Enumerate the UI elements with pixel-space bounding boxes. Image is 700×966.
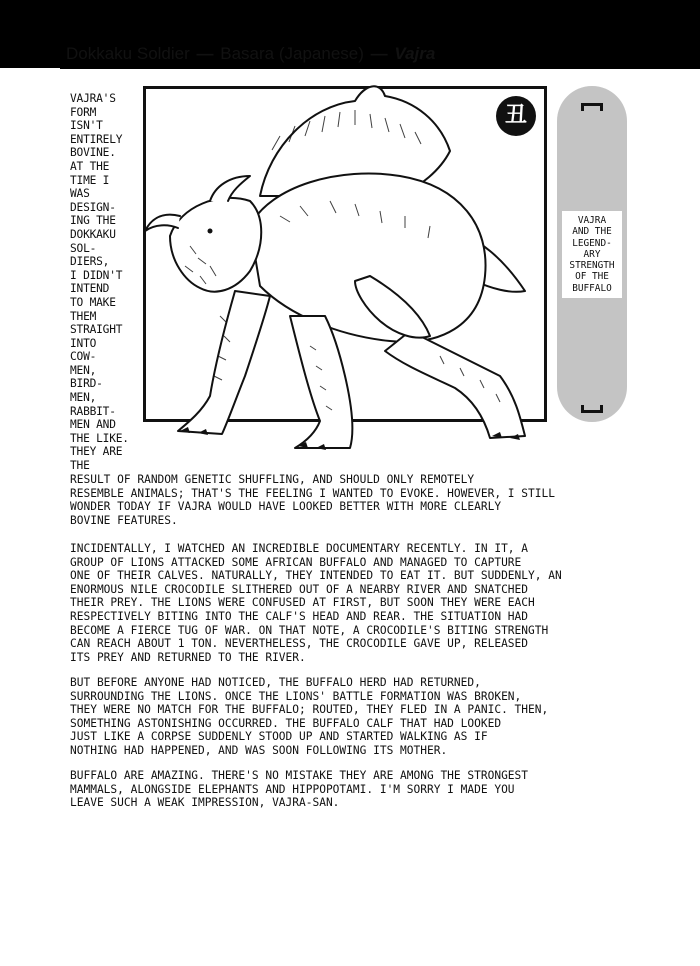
bracket-bottom-icon: [581, 405, 603, 413]
paragraph-4: BUFFALO ARE AMAZING. THERE'S NO MISTAKE THEY ARE AMONG THE STRONGEST MAMMALS, ALONGSIDE ELEPHANTS AND HIPPOPOTAMI. I'M SORRY I MADE YOU LEAVE SUCH A WEAK IMPRESSION, VAJRA-SAN.: [70, 769, 529, 810]
paragraph-1: RESULT OF RANDOM GENETIC SHUFFLING, AND SHOULD ONLY REMOTELY RESEMBLE ANIMALS; THAT'S THE FEELING I WANTED TO EVOKE. HOWEVER, I STILL WONDER TODAY IF VAJRA WOULD HAVE LOOKED BETTER WITH MORE CLEARLY BOVINE FEATURES.: [70, 473, 555, 527]
header-rule: [60, 68, 700, 69]
page-title: [66, 44, 435, 64]
side-caption-text: VAJRA AND THE LEGEND- ARY STRENGTH OF THE BUFFALO: [569, 215, 615, 294]
title-dash: —: [196, 44, 214, 63]
paragraph-2: INCIDENTALLY, I WATCHED AN INCREDIBLE DOCUMENTARY RECENTLY. IN IT, A GROUP OF LIONS ATTACKED SOME AFRICAN BUFFALO AND MANAGED TO CAPTURE ONE OF THEIR CALVES. NATURALLY, THEY INTENDED TO EAT IT. BUT SUDDENLY, AN ENORMOUS NILE CROCODILE SLITHERED OUT OF A NEARBY RIVER AND SNATCHED THEIR PREY. THE LIONS WERE CONFUSED AT FIRST, BUT SOON THEY WERE EACH RESPECTIVELY BITING INTO THE CALF'S HEAD AND REAR. THE SITUATION HAD BECOME A FIERCE TUG OF WAR. ON THAT NOTE, A CROCODILE'S BITING STRENGTH CAN REACH ABOUT 1 TON. NEVERTHELESS, THE CROCODILE GAVE UP, RELEASED ITS PREY AND RETURNED TO THE RIVER.: [70, 542, 562, 664]
vajra-illustration: [140, 76, 560, 466]
title-language: Basara (Japanese): [220, 44, 364, 63]
paragraph-3: BUT BEFORE ANYONE HAD NOTICED, THE BUFFALO HERD HAD RETURNED, SURROUNDING THE LIONS. ONCE THE LIONS' BATTLE FORMATION WAS BROKEN, THEY WERE NO MATCH FOR THE BUFFALO; ROUTED, THEY FLED IN A PANIC. THEN, SOMETHING ASTONISHING OCCURRED. THE BUFFALO CALF THAT HAD LOOKED JUST LIKE A CORPSE SUDDENLY STOOD UP AND STARTED WALKING AS IF NOTHING HAD HAPPENED, AND WAS SOON FOLLOWING ITS MOTHER.: [70, 676, 549, 757]
title-dash: —: [370, 44, 388, 63]
title-soldier-type: Dokkaku Soldier: [66, 44, 190, 63]
column-text: VAJRA'S FORM ISN'T ENTIRELY BOVINE. AT THE TIME I WAS DESIGN- ING THE DOKKAKU SOL- DIERS, I DIDN'T INTEND TO MAKE THEM STRAIGHT INTO COW- MEN, BIRD- MEN, RABBIT- MEN AND THE LIKE. THEY ARE THE: [70, 92, 129, 473]
zodiac-ox-badge: 丑: [496, 96, 536, 136]
title-character-name: Vajra: [394, 44, 436, 63]
side-caption-card: [562, 211, 622, 298]
bracket-top-icon: [581, 103, 603, 111]
